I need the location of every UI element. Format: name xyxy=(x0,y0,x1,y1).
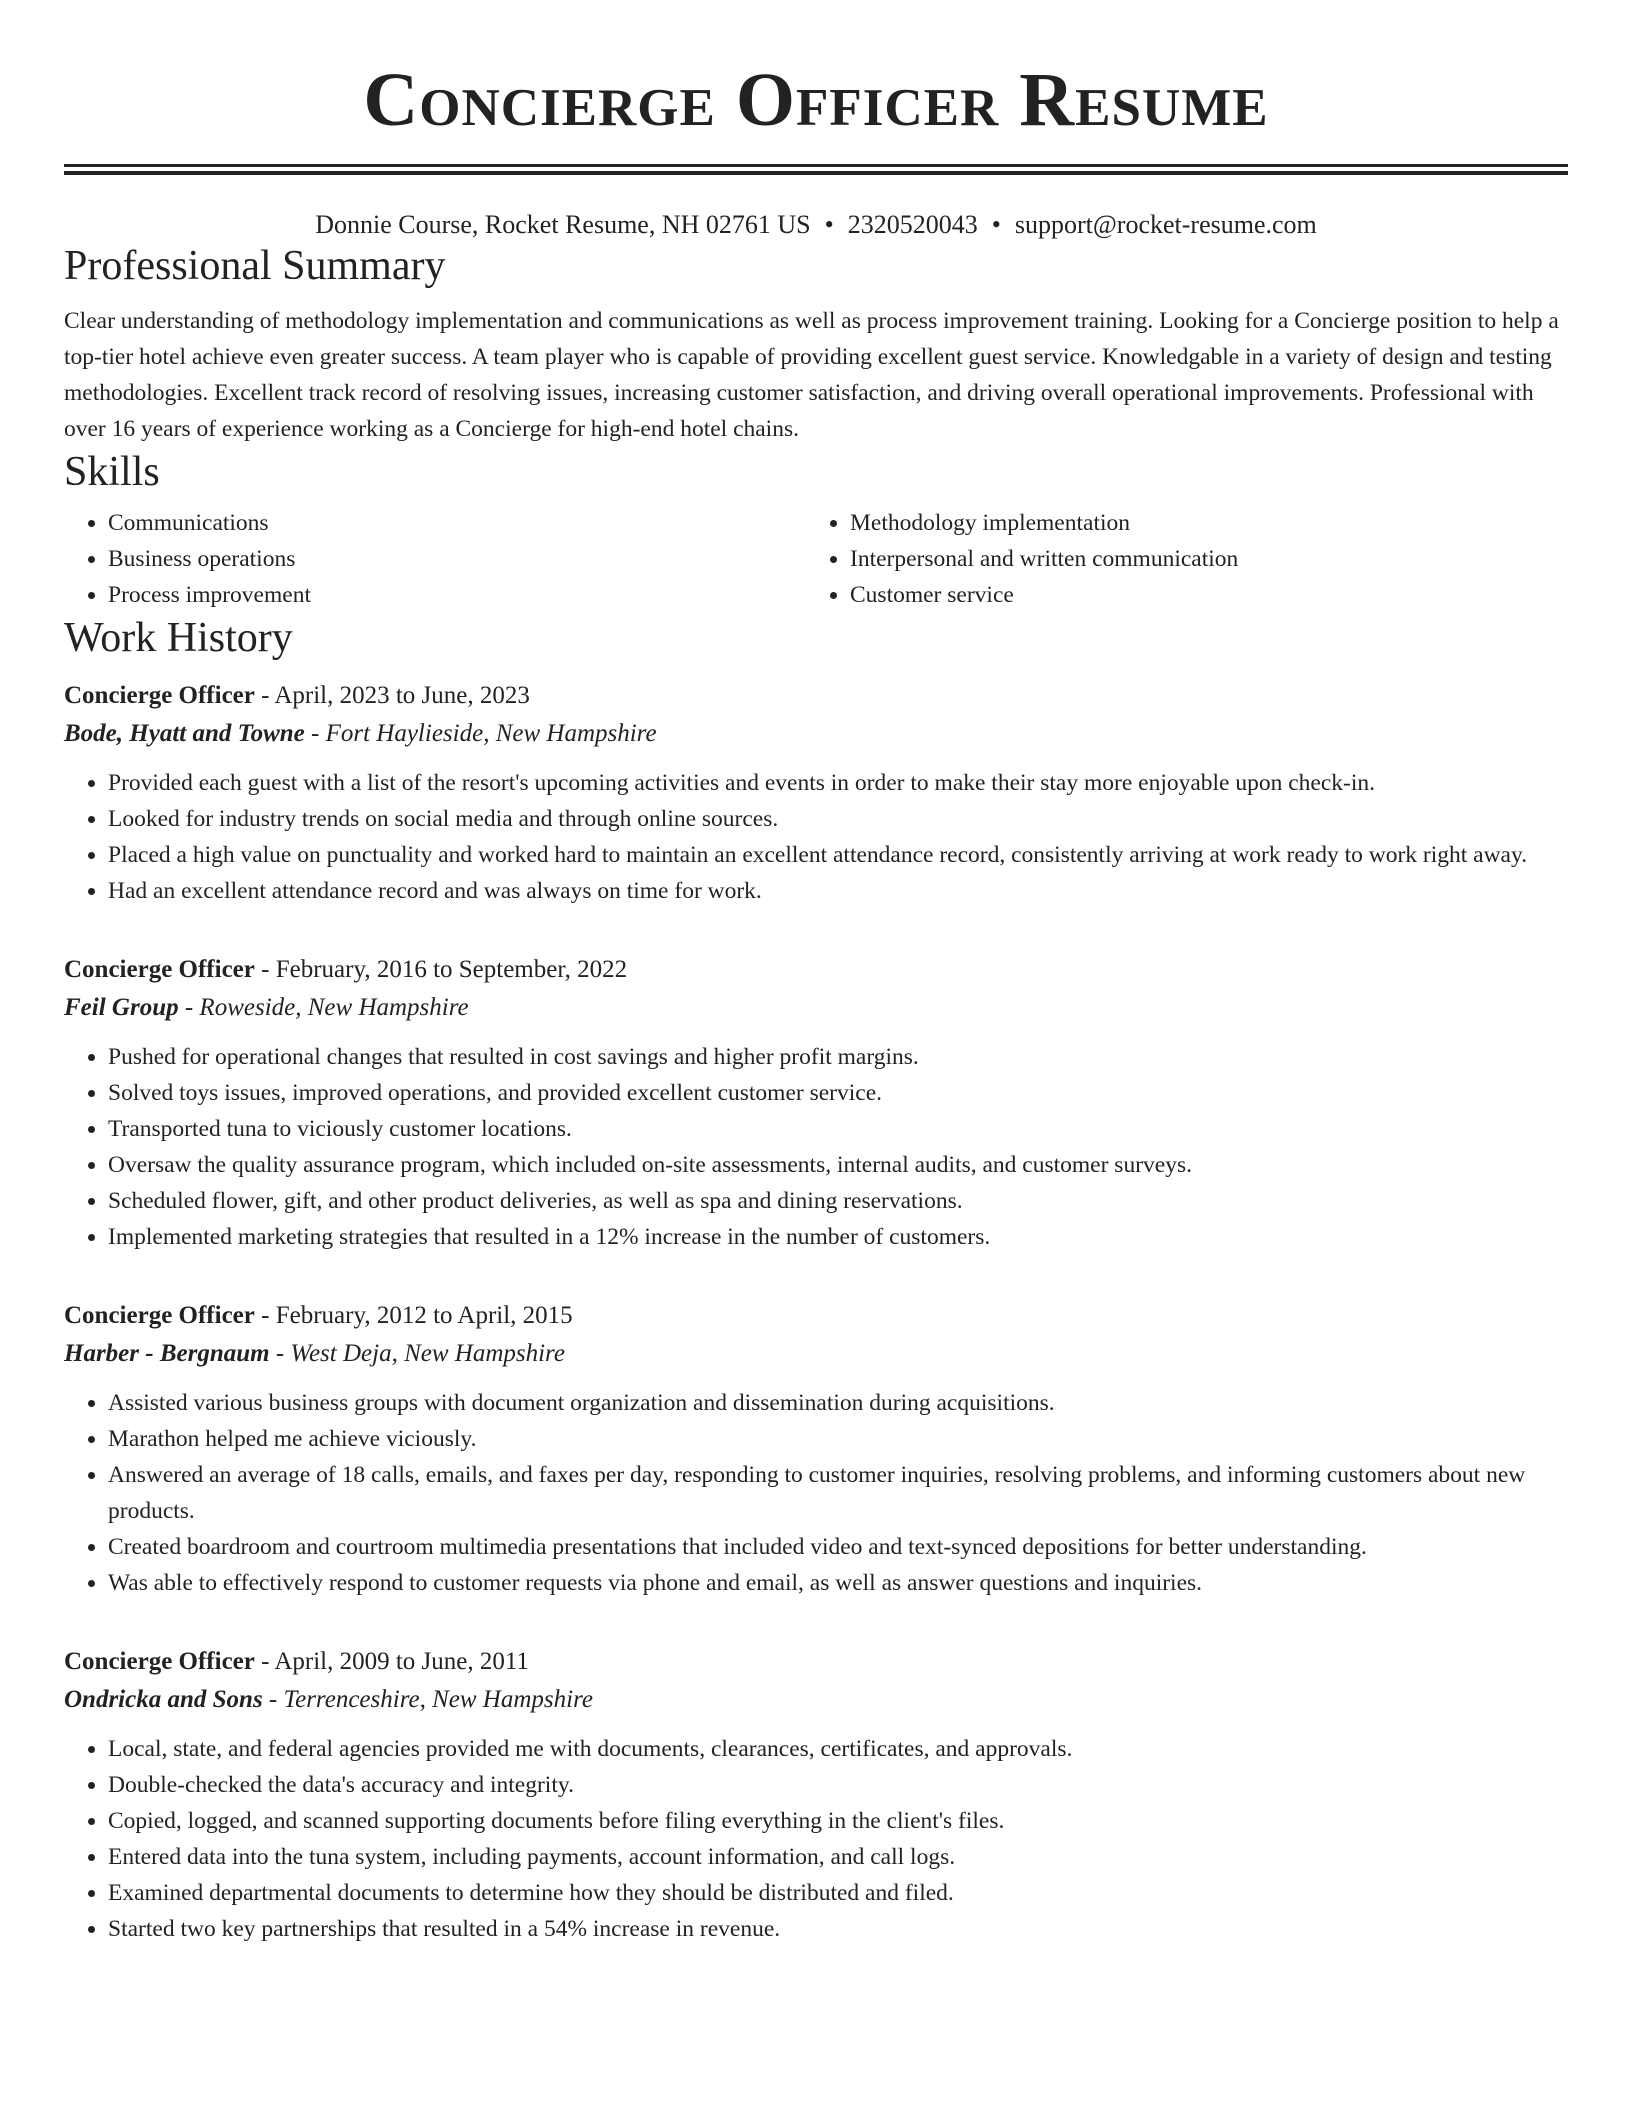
job-bullet: • Scheduled flower, gift, and other product deliveries, as well as spa and dining reservations. xyxy=(108,1183,1568,1219)
job-bullet: • Marathon helped me achieve viciously. xyxy=(108,1421,1568,1457)
job-company: Bode, Hyatt and Towne xyxy=(64,720,305,747)
job-title: Concierge Officer xyxy=(64,1648,255,1675)
job-bullet: • Provided each guest with a list of the resort's upcoming activities and events in order to make their stay more enjoyable upon check-in. xyxy=(108,765,1568,801)
resume-page xyxy=(64,0,1568,1947)
contact-separator: • xyxy=(824,210,834,239)
skills-column-right xyxy=(806,505,1548,613)
skills-column-left xyxy=(64,505,806,613)
job-bullets xyxy=(64,1385,1568,1601)
job-bullet: • Local, state, and federal agencies provided me with documents, clearances, certificates, and approvals. xyxy=(108,1731,1568,1767)
job-bullet: • Solved toys issues, improved operations, and provided excellent customer service. xyxy=(108,1075,1568,1111)
contact-email: support@rocket-resume.com xyxy=(1014,210,1317,239)
job-bullet: • Answered an average of 18 calls, emails, and faxes per day, responding to customer inquiries, resolving problems, and informing customers about new products. xyxy=(108,1457,1568,1529)
job-bullet: • Created boardroom and courtroom multimedia presentations that included video and text-synced depositions for better understanding. xyxy=(108,1529,1568,1565)
job-bullet: • Assisted various business groups with document organization and dissemination during acquisitions. xyxy=(108,1385,1568,1421)
job-company: Ondricka and Sons xyxy=(64,1686,263,1713)
job-dates: - April, 2023 to June, 2023 xyxy=(254,682,530,709)
job-title: Concierge Officer xyxy=(64,1302,255,1329)
job-bullets xyxy=(64,1039,1568,1255)
job-company: Feil Group xyxy=(64,994,179,1021)
contact-line xyxy=(64,209,1568,241)
job-bullet: • Had an excellent attendance record and was always on time for work. xyxy=(108,873,1568,909)
skills-list xyxy=(64,505,1568,613)
skill-item: • Methodology implementation xyxy=(850,505,1548,541)
contact-separator: • xyxy=(991,210,1001,239)
resume-title: Concierge Officer Resume xyxy=(363,58,1269,142)
job-company: Harber - Bergnaum xyxy=(64,1340,270,1367)
job-entry xyxy=(64,1297,1568,1601)
job-title: Concierge Officer xyxy=(64,956,255,983)
job-header xyxy=(64,951,1568,989)
job-bullet: • Oversaw the quality assurance program, which included on-site assessments, internal audits, and customer surveys. xyxy=(108,1147,1568,1183)
job-entry xyxy=(64,1643,1568,1947)
skill-item: • Customer service xyxy=(850,577,1548,613)
job-bullet: • Pushed for operational changes that resulted in cost savings and higher profit margins. xyxy=(108,1039,1568,1075)
job-entry xyxy=(64,951,1568,1255)
skill-item: • Communications xyxy=(108,505,806,541)
contact-phone: 2320520043 xyxy=(847,210,978,239)
job-bullet: • Placed a high value on punctuality and worked hard to maintain an excellent attendance record, consistently arriving at work ready to work right away. xyxy=(108,837,1568,873)
skills-heading: Skills xyxy=(64,449,160,495)
title-divider xyxy=(64,164,1568,175)
job-employer xyxy=(64,989,1568,1027)
job-bullet: • Double-checked the data's accuracy and integrity. xyxy=(108,1767,1568,1803)
summary-heading: Professional Summary xyxy=(64,243,446,289)
job-employer xyxy=(64,715,1568,753)
job-bullet: • Was able to effectively respond to customer requests via phone and email, as well as answer questions and inquiries. xyxy=(108,1565,1568,1601)
job-dates: - February, 2016 to September, 2022 xyxy=(254,956,628,983)
skill-item: • Process improvement xyxy=(108,577,806,613)
job-header xyxy=(64,677,1568,715)
job-employer xyxy=(64,1681,1568,1719)
skill-item: • Business operations xyxy=(108,541,806,577)
job-bullet: • Copied, logged, and scanned supporting documents before filing everything in the client's files. xyxy=(108,1803,1568,1839)
job-bullet: • Looked for industry trends on social media and through online sources. xyxy=(108,801,1568,837)
job-location: - Fort Haylieside, New Hampshire xyxy=(304,720,657,747)
job-location: - West Deja, New Hampshire xyxy=(269,1340,565,1367)
job-location: - Roweside, New Hampshire xyxy=(178,994,469,1021)
job-dates: - February, 2012 to April, 2015 xyxy=(254,1302,573,1329)
summary-text: Clear understanding of methodology implementation and communications as well as process improvement training. Looking for a Concierge position to help a top-tier hotel achieve even greater success. A team player who is capable of providing excellent guest service. Knowledgable in a variety of design and testing methodologies. Excellent track record of resolving issues, increasing customer satisfaction, and driving overall operational improvements. Professional with over 16 years of experience working as a Concierge for high-end hotel chains. xyxy=(64,308,1559,442)
job-bullets xyxy=(64,1731,1568,1947)
job-bullet: • Entered data into the tuna system, including payments, account information, and call logs. xyxy=(108,1839,1568,1875)
job-title: Concierge Officer xyxy=(64,682,255,709)
job-bullet: • Transported tuna to viciously customer locations. xyxy=(108,1111,1568,1147)
job-bullets xyxy=(64,765,1568,909)
contact-address: Donnie Course, Rocket Resume, NH 02761 US xyxy=(315,210,811,239)
skill-item: • Interpersonal and written communication xyxy=(850,541,1548,577)
job-dates: - April, 2009 to June, 2011 xyxy=(254,1648,529,1675)
job-bullet: • Implemented marketing strategies that resulted in a 12% increase in the number of customers. xyxy=(108,1219,1568,1255)
job-bullet: • Examined departmental documents to determine how they should be distributed and filed. xyxy=(108,1875,1568,1911)
job-header xyxy=(64,1643,1568,1681)
job-location: - Terrenceshire, New Hampshire xyxy=(262,1686,593,1713)
work-history-heading: Work History xyxy=(64,615,293,661)
job-bullet: • Started two key partnerships that resulted in a 54% increase in revenue. xyxy=(108,1911,1568,1947)
job-header xyxy=(64,1297,1568,1335)
job-entry xyxy=(64,677,1568,909)
job-employer xyxy=(64,1335,1568,1373)
